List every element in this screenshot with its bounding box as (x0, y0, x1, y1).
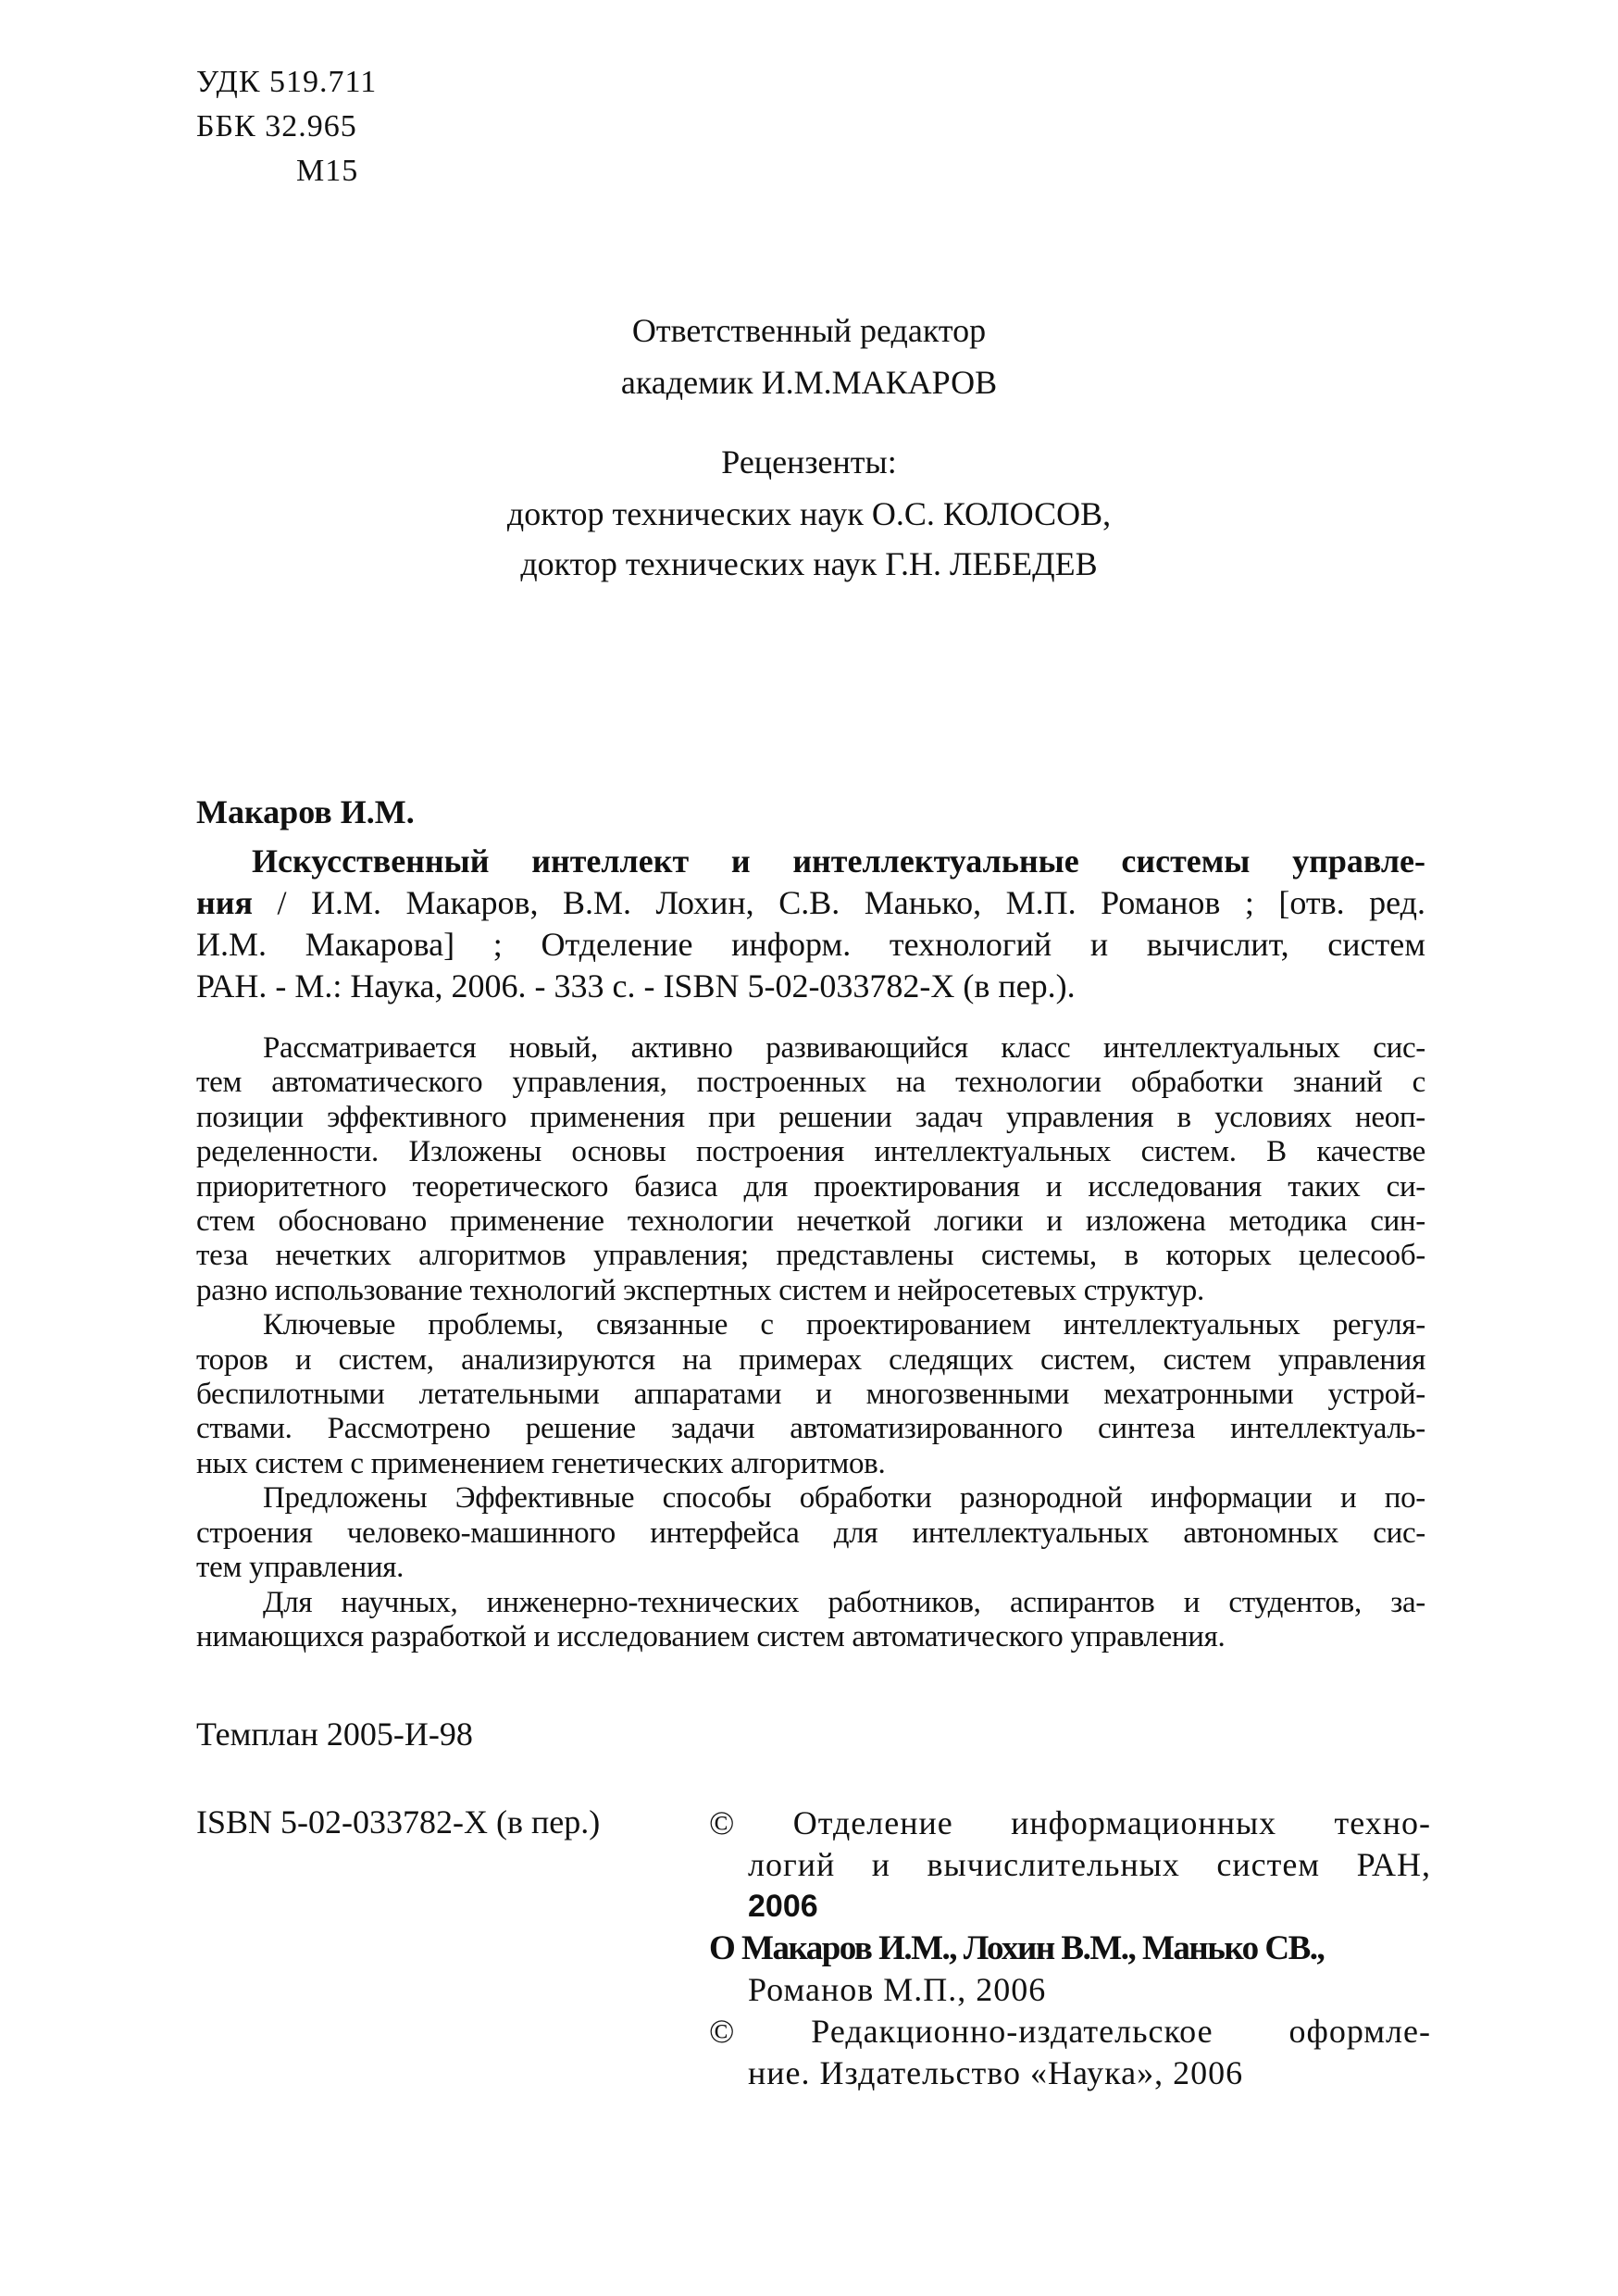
reviewer-1: доктор технических наук О.С. КОЛОСОВ, (506, 495, 1112, 532)
abstract-line: Рассматривается новый, активно развивающийся класс интеллектуальных сис- (263, 1031, 1425, 1065)
abstract-line: нимающихся разработкой и исследованием систем автоматического управления. (196, 1619, 1226, 1653)
bibliographic-record-cont (196, 882, 1425, 1007)
title-line-1: Искусственный интеллект и интеллектуальные системы управле- (252, 842, 1425, 880)
editor-name: академик И.М.МАКАРОВ (620, 364, 998, 401)
title-line-2 (196, 882, 1425, 924)
abstract-line: ределенности. Изложены основы построения интеллектуальных систем. В качестве (196, 1135, 1425, 1169)
abstract-paragraph-1 (196, 1031, 1425, 1308)
copyright-2-line-2: Романов М.П., 2006 (748, 1971, 1047, 2008)
copyright-1-year: 2006 (748, 1889, 818, 1924)
reviewer-2: доктор технических наук Г.Н. ЛЕБЕДЕВ (520, 545, 1098, 582)
abstract-paragraph-3 (196, 1481, 1425, 1585)
editor-role: Ответственный редактор (631, 312, 987, 349)
abstract-line: ных систем с применением генетических алгоритмов. (196, 1446, 886, 1480)
title-line-2-rest: / И.М. Макаров, В.М. Лохин, С.В. Манько, М.П. Романов ; [отв. ред. (252, 884, 1425, 921)
udk-code: УДК 519.711 (196, 65, 378, 99)
abstract-line: Ключевые проблемы, связанные с проектированием интеллектуальных регуля- (263, 1308, 1425, 1342)
title-line-3: И.М. Макарова] ; Отделение информ. технологий и вычислит, систем (196, 926, 1425, 963)
abstract-line: ствами. Рассмотрено решение задачи автоматизированного синтеза интеллектуаль- (196, 1412, 1425, 1446)
abstract-line: беспилотными летательными аппаратами и многозвенными мехатронными устрой- (196, 1378, 1425, 1412)
copyright-1-line-1: © Отделение информационных техно- (709, 1804, 1431, 1841)
abstract-line: тем управления. (196, 1551, 404, 1585)
title-line-4: РАН. - М.: Наука, 2006. - 333 с. - ISBN 5-02-033782-Х (в пер.). (196, 967, 1076, 1004)
abstract-line: строения человеко-машинного интерфейса для интеллектуальных автономных сис- (196, 1516, 1425, 1550)
abstract-line: разно использование технологий экспертных систем и нейросетевых структур. (196, 1273, 1204, 1307)
copyright-3-line-1: © Редакционно-издательское оформле- (709, 2013, 1431, 2050)
author-heading: Макаров И.М. (196, 793, 415, 830)
abstract-line: Для научных, инженерно-технических работников, аспирантов и студентов, за- (263, 1585, 1425, 1619)
abstract-line: теза нечетких алгоритмов управления; представлены системы, в которых целесооб- (196, 1239, 1425, 1273)
abstract-line: приоритетного теоретического базиса для проектирования и исследования таких си- (196, 1169, 1425, 1204)
bbk-code: ББК 32.965 (196, 109, 357, 144)
copyright-3-line-2: ние. Издательство «Наука», 2006 (748, 2054, 1244, 2091)
reviewers-title: Рецензенты: (721, 443, 897, 480)
title-line-2-bold: ния (196, 884, 253, 921)
templan: Темплан 2005-И-98 (196, 1716, 473, 1753)
copyright-1-line-2: логий и вычислительных систем РАН, (748, 1846, 1431, 1883)
author-mark: М15 (296, 154, 359, 188)
copyright-2-line-1: О Макаров И.М., Лохин В.М., Манько СВ., (709, 1929, 1325, 1967)
abstract-line: стем обосновано применение технологии нечеткой логики и изложена методика син- (196, 1204, 1425, 1239)
abstract-line: позиции эффективного применения при решении задач управления в условиях неоп- (196, 1100, 1425, 1134)
isbn: ISBN 5-02-033782-Х (в пер.) (196, 1803, 601, 1841)
copyright-block (709, 1803, 1431, 2094)
abstract-paragraph-2 (196, 1308, 1425, 1481)
bibliographic-record (252, 841, 1425, 882)
abstract (196, 1031, 1425, 1654)
abstract-line: Предложены Эффективные способы обработки разнородной информации и по- (263, 1481, 1425, 1516)
abstract-line: тем автоматического управления, построенных на технологии обработки знаний с (196, 1066, 1425, 1100)
abstract-paragraph-4 (196, 1586, 1425, 1655)
abstract-line: торов и систем, анализируются на примерах следящих систем, систем управления (196, 1342, 1425, 1377)
